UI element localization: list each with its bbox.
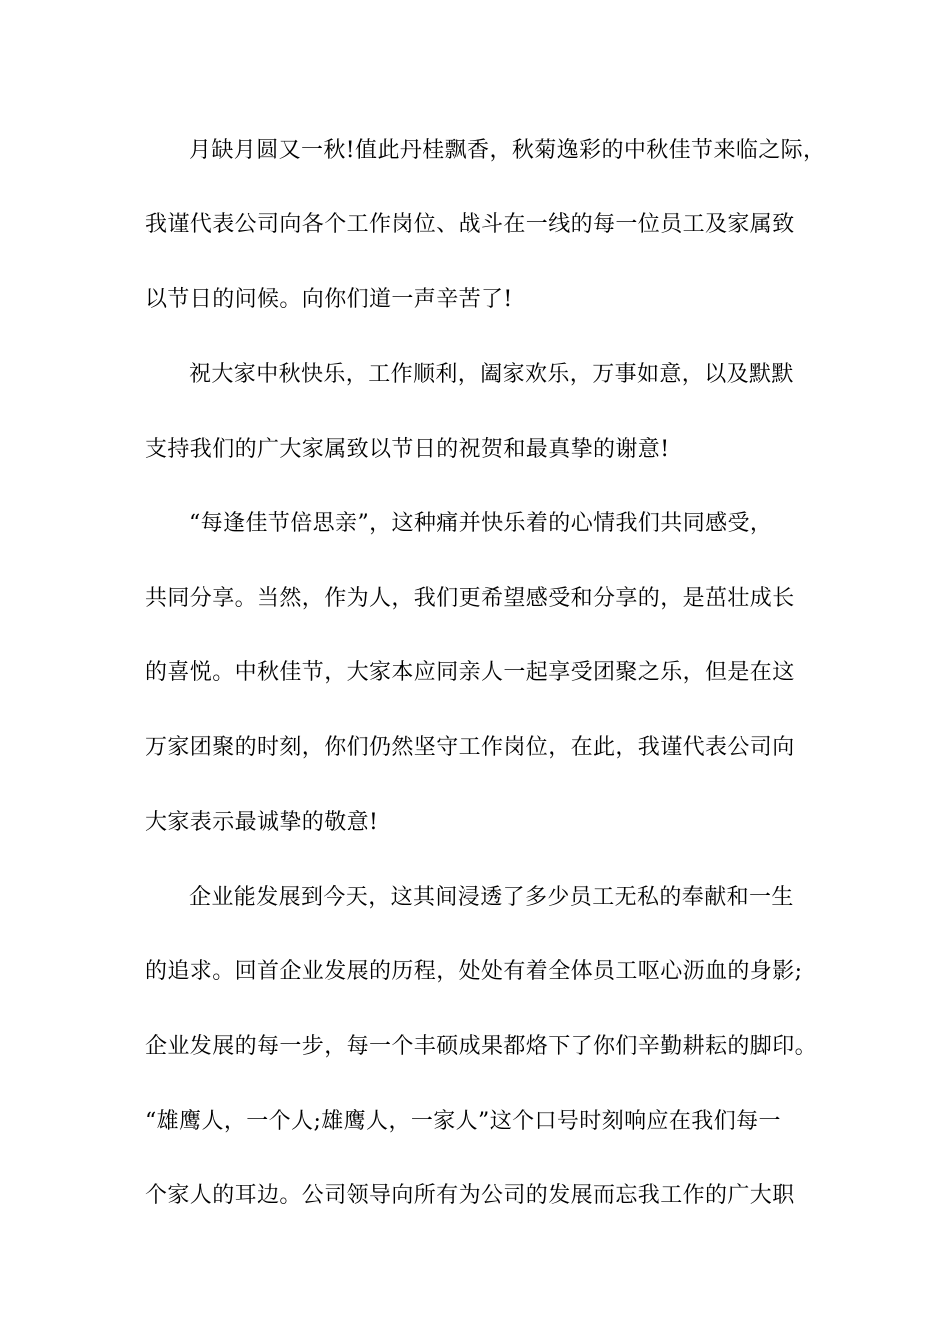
- paragraph-4-line-3: 企业发展的每一步，每一个丰硕成果都烙下了你们辛勤耕耘的脚印。: [145, 1034, 818, 1059]
- paragraph-2-line-1: 祝大家中秋快乐，工作顺利，阖家欢乐，万事如意，以及默默: [189, 362, 794, 387]
- paragraph-2-line-2: 支持我们的广大家属致以节日的祝贺和最真挚的谢意!: [145, 437, 670, 462]
- paragraph-4-line-4: “雄鹰人，一个人;雄鹰人，一家人”这个口号时刻响应在我们每一: [145, 1109, 781, 1134]
- paragraph-1-line-1: 月缺月圆又一秋!值此丹桂飘香，秋菊逸彩的中秋佳节来临之际，: [189, 138, 826, 163]
- paragraph-1-line-2: 我谨代表公司向各个工作岗位、战斗在一线的每一位员工及家属致: [145, 212, 795, 237]
- paragraph-3-line-2: 共同分享。当然，作为人，我们更希望感受和分享的，是茁壮成长: [145, 586, 795, 611]
- paragraph-4-line-2: 的追求。回首企业发展的历程，处处有着全体员工呕心沥血的身影;: [145, 959, 803, 984]
- paragraph-3-line-4: 万家团聚的时刻，你们仍然坚守工作岗位，在此，我谨代表公司向: [145, 735, 795, 760]
- paragraph-3-line-3: 的喜悦。中秋佳节，大家本应同亲人一起享受团聚之乐，但是在这: [145, 660, 795, 685]
- paragraph-1-line-3: 以节日的问候。向你们道一声辛苦了!: [145, 287, 513, 312]
- paragraph-3-line-1: “每逢佳节倍思亲”，这种痛并快乐着的心情我们共同感受，: [189, 511, 773, 536]
- paragraph-4-line-1: 企业能发展到今天，这其间浸透了多少员工无私的奉献和一生: [189, 885, 794, 910]
- paragraph-3-line-5: 大家表示最诚挚的敬意!: [145, 810, 379, 835]
- paragraph-4-line-5: 个家人的耳边。公司领导向所有为公司的发展而忘我工作的广大职: [145, 1183, 795, 1208]
